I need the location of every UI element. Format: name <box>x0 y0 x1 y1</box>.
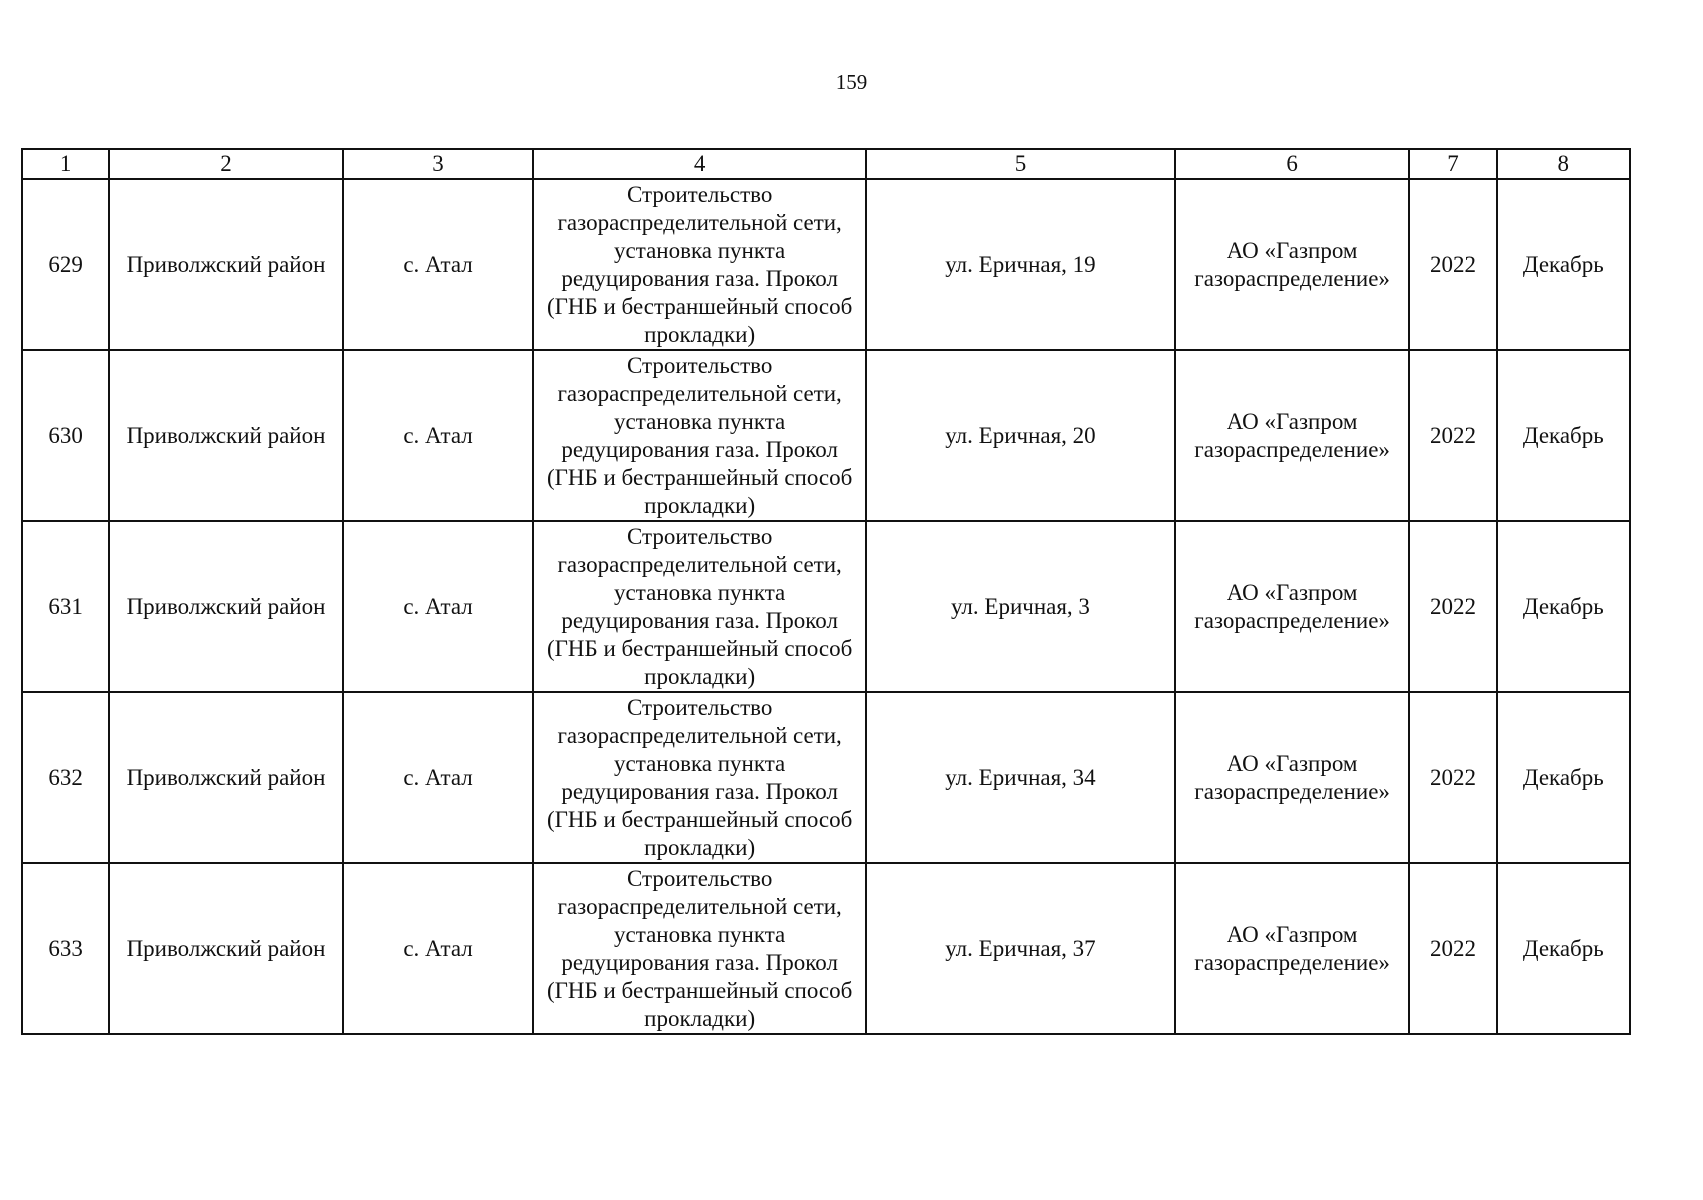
row-number: 629 <box>22 179 109 350</box>
district-cell: Приволжский район <box>109 350 343 521</box>
village-cell: с. Атал <box>343 521 533 692</box>
row-number: 631 <box>22 521 109 692</box>
work-description-cell: Строительство газораспределительной сети, установка пункта редуцирования газа. Прокол (ГНБ и бестраншейный способ прокладки) <box>533 179 866 350</box>
month-cell: Декабрь <box>1497 179 1630 350</box>
year-cell: 2022 <box>1409 863 1496 1034</box>
work-description-cell: Строительство газораспределительной сети, установка пункта редуцирования газа. Прокол (ГНБ и бестраншейный способ прокладки) <box>533 521 866 692</box>
month-cell: Декабрь <box>1497 521 1630 692</box>
organization-cell: АО «Газпром газораспределение» <box>1175 179 1410 350</box>
page-number: 159 <box>835 70 868 94</box>
data-table <box>21 148 1631 1035</box>
table-row <box>22 179 1630 350</box>
district-cell: Приволжский район <box>109 863 343 1034</box>
address-cell: ул. Еричная, 20 <box>866 350 1175 521</box>
month-cell: Декабрь <box>1497 863 1630 1034</box>
work-description-cell: Строительство газораспределительной сети, установка пункта редуцирования газа. Прокол (ГНБ и бестраншейный способ прокладки) <box>533 863 866 1034</box>
month-cell: Декабрь <box>1497 350 1630 521</box>
table-row <box>22 350 1630 521</box>
column-header: 6 <box>1175 149 1410 179</box>
village-cell: с. Атал <box>343 692 533 863</box>
table-row <box>22 863 1630 1034</box>
address-cell: ул. Еричная, 34 <box>866 692 1175 863</box>
column-header: 1 <box>22 149 109 179</box>
table-row <box>22 521 1630 692</box>
organization-cell: АО «Газпром газораспределение» <box>1175 692 1410 863</box>
district-cell: Приволжский район <box>109 521 343 692</box>
column-header: 3 <box>343 149 533 179</box>
table-header-row <box>22 149 1630 179</box>
month-cell: Декабрь <box>1497 692 1630 863</box>
organization-cell: АО «Газпром газораспределение» <box>1175 521 1410 692</box>
address-cell: ул. Еричная, 3 <box>866 521 1175 692</box>
column-header: 7 <box>1409 149 1496 179</box>
address-cell: ул. Еричная, 19 <box>866 179 1175 350</box>
year-cell: 2022 <box>1409 521 1496 692</box>
organization-cell: АО «Газпром газораспределение» <box>1175 863 1410 1034</box>
work-description-cell: Строительство газораспределительной сети, установка пункта редуцирования газа. Прокол (ГНБ и бестраншейный способ прокладки) <box>533 692 866 863</box>
row-number: 632 <box>22 692 109 863</box>
row-number: 630 <box>22 350 109 521</box>
year-cell: 2022 <box>1409 692 1496 863</box>
village-cell: с. Атал <box>343 179 533 350</box>
village-cell: с. Атал <box>343 863 533 1034</box>
organization-cell: АО «Газпром газораспределение» <box>1175 350 1410 521</box>
village-cell: с. Атал <box>343 350 533 521</box>
column-header: 4 <box>533 149 866 179</box>
table-row <box>22 692 1630 863</box>
column-header: 8 <box>1497 149 1630 179</box>
year-cell: 2022 <box>1409 179 1496 350</box>
row-number: 633 <box>22 863 109 1034</box>
district-cell: Приволжский район <box>109 179 343 350</box>
column-header: 5 <box>866 149 1175 179</box>
district-cell: Приволжский район <box>109 692 343 863</box>
year-cell: 2022 <box>1409 350 1496 521</box>
work-description-cell: Строительство газораспределительной сети, установка пункта редуцирования газа. Прокол (ГНБ и бестраншейный способ прокладки) <box>533 350 866 521</box>
column-header: 2 <box>109 149 343 179</box>
address-cell: ул. Еричная, 37 <box>866 863 1175 1034</box>
